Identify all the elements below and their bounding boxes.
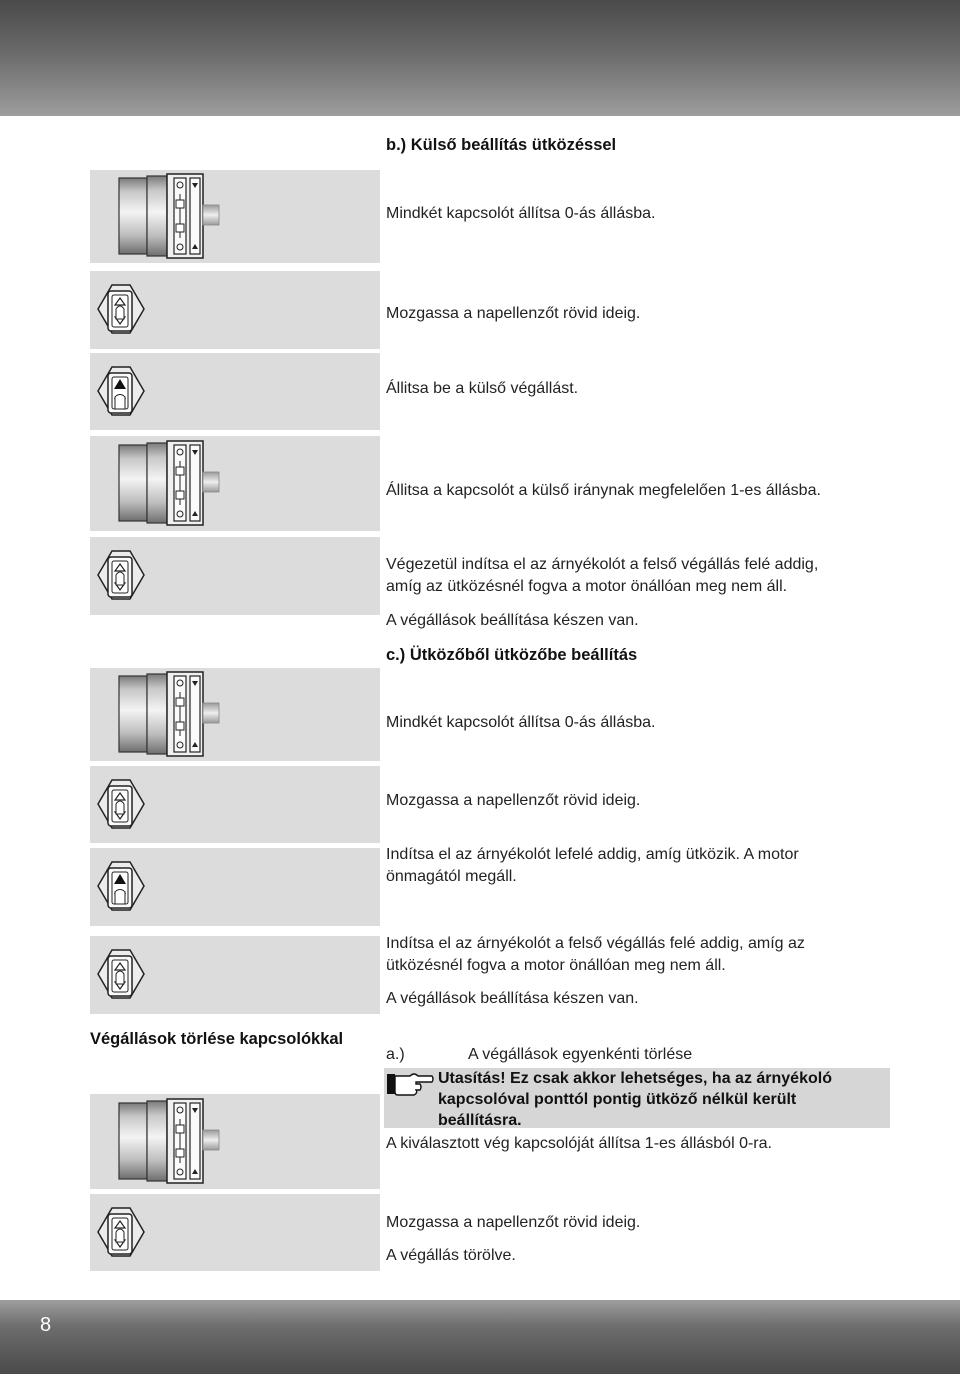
sub-label: a.)	[386, 1046, 405, 1063]
step-text: Állitsa be a külső végállást.	[386, 380, 579, 397]
step-text: Állitsa a kapcsolót a külső iránynak megfelelően 1-es állásba.	[386, 482, 821, 499]
step-text: A végállások beállítása készen van.	[386, 990, 639, 1007]
step-text: Indítsa el az árnyékolót a felső végállás felé addig, amíg az	[386, 935, 805, 952]
step-text: Mindkét kapcsolót állítsa 0-ás állásba.	[386, 714, 656, 731]
step-text: Végezetül indítsa el az árnyékolót a felső végállás felé addig,	[386, 556, 819, 573]
step-text: Mozgassa a napellenzőt rövid ideig.	[386, 792, 641, 809]
bottom-banner	[0, 1300, 960, 1374]
remote-figure	[90, 766, 380, 843]
step-text: ütközésnél fogva a motor önállóan meg nem áll.	[386, 957, 726, 974]
page-number: 8	[40, 1314, 52, 1336]
note-line: beállításra.	[438, 1112, 522, 1129]
remote-figure	[90, 271, 380, 349]
step-text: A végállások beállítása készen van.	[386, 612, 639, 629]
top-banner	[0, 0, 960, 116]
step-text: A kiválasztott vég kapcsolóját állítsa 1-es állásból 0-ra.	[386, 1135, 772, 1152]
step-text: amíg az ütközésnél fogva a motor önállóan meg nem áll.	[386, 578, 788, 595]
step-text: Mozgassa a napellenzőt rövid ideig.	[386, 1214, 641, 1231]
pointing-hand-icon	[386, 1070, 434, 1098]
motor-figure	[90, 1094, 380, 1189]
section-c-heading: c.) Ütközőből ütközőbe beállítás	[386, 646, 638, 664]
step-text: A végállás törölve.	[386, 1247, 516, 1264]
step-text: Mindkét kapcsolót állítsa 0-ás állásba.	[386, 205, 656, 222]
motor-figure	[90, 668, 380, 761]
motor-figure	[90, 436, 380, 531]
note-line: Utasítás! Ez csak akkor lehetséges, ha az árnyékoló	[438, 1070, 832, 1087]
motor-figure	[90, 170, 380, 263]
remote-figure	[90, 936, 380, 1014]
remote-up-figure	[90, 353, 380, 430]
remote-figure	[90, 1194, 380, 1271]
sub-title: A végállások egyenkénti törlése	[468, 1046, 693, 1063]
note-line: kapcsolóval ponttól pontig ütköző nélkül került	[438, 1091, 797, 1108]
remote-figure	[90, 537, 380, 615]
delete-heading: Végállások törlése kapcsolókkal	[90, 1030, 344, 1048]
step-text: önmagától megáll.	[386, 868, 517, 885]
note-text	[438, 1068, 888, 1131]
step-text: Indítsa el az árnyékolót lefelé addig, amíg ütközik. A motor	[386, 846, 799, 863]
step-text: Mozgassa a napellenzőt rövid ideig.	[386, 305, 641, 322]
remote-up-figure	[90, 848, 380, 926]
section-b-heading: b.) Külső beállítás ütközéssel	[386, 136, 617, 154]
